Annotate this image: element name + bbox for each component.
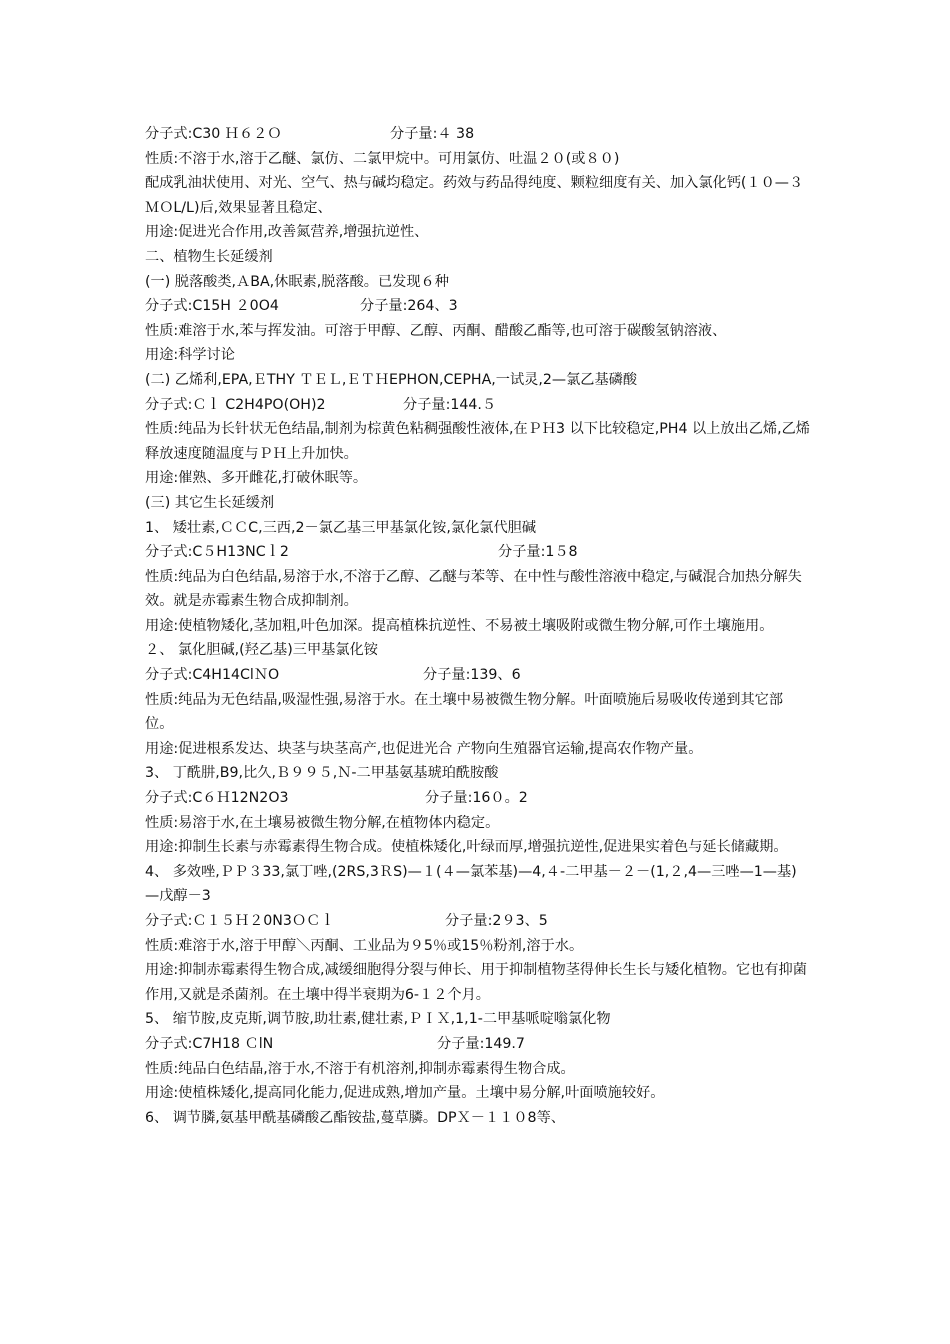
molecular-formula: 分子式:C15H ２0O4 <box>145 298 279 315</box>
usage-text: 用途:促进根系发达、块茎与块茎高产,也促进光合 产物向生殖器官运输,提高农作物产量。 <box>145 740 703 757</box>
document-page <box>145 122 810 1130</box>
molecular-formula: 分子式:C4H14ClＮO <box>145 667 280 684</box>
molecular-weight: 分子量:144.５ <box>403 396 497 413</box>
property-text: 性质:难溶于水,溶于甲醇＼丙酮、工业品为９5％或15％粉剂,溶于水。 <box>145 937 584 954</box>
usage-text: 用途:促进光合作用,改善氮营养,增强抗逆性、 <box>145 224 429 241</box>
item-heading: ２、 氯化胆碱,(羟乙基)三甲基氯化铵 <box>145 642 378 659</box>
property-text: 性质:易溶于水,在土壤易被微生物分解,在植物体内稳定。 <box>145 814 500 831</box>
property-text: 性质:纯品为长针状无色结晶,制剂为棕黄色粘稠强酸性液体,在ＰＨ3 以下比较稳定,PH4 以上放出乙烯,乙烯释放速度随温度与ＰＨ上升加快。 <box>145 421 810 462</box>
molecular-formula: 分子式:C５H13NCｌ2 <box>145 544 289 561</box>
property-text: 性质:不溶于水,溶于乙醚、氯仿、二氯甲烷中。可用氯仿、吐温２０(或８０) <box>145 150 620 167</box>
property-text: 性质:难溶于水,苯与挥发油。可溶于甲醇、乙醇、丙酮、醋酸乙酯等,也可溶于碳酸氢钠溶液、 <box>145 322 727 339</box>
usage-text: 用途:抑制生长素与赤霉素得生物合成。使植株矮化,叶绿而厚,增强抗逆性,促进果实着色与延长储藏期。 <box>145 839 788 856</box>
molecular-weight: 分子量:４ 38 <box>390 126 475 142</box>
formula-row <box>145 393 810 418</box>
molecular-formula: 分子式:C7H18 ＣlN <box>145 1035 274 1052</box>
molecular-weight: 分子量:16０。2 <box>425 790 528 807</box>
molecular-formula: 分子式:C30 Ｈ６２Ｏ <box>145 126 282 142</box>
formula-row <box>145 122 810 147</box>
item-heading: 4、 多效唑,ＰＰ３33,氯丁唑,(2RS,3ＲS)—１(４—氯苯基)—4,４-二甲基－２－(1,２,4—三唑—1—基)—戊醇－3 <box>145 863 797 905</box>
molecular-weight: 分子量:139、6 <box>423 667 521 684</box>
formula-row <box>145 786 810 811</box>
molecular-weight: 分子量:2９3、5 <box>445 913 548 929</box>
usage-text: 用途:使植物矮化,茎加粗,叶色加深。提高植株抗逆性、不易被土壤吸附或微生物分解,可作土壤施用。 <box>145 617 774 634</box>
usage-text: 用途:催熟、多开雌花,打破休眠等。 <box>145 470 368 487</box>
item-heading: 6、 调节膦,氨基甲酰基磷酸乙酯铵盐,蔓草膦。DPＸ－１１０8等、 <box>145 1109 565 1126</box>
item-heading: 3、 丁酰肼,B9,比久,Ｂ９９５,Ｎ-二甲基氨基琥珀酰胺酸 <box>145 765 499 782</box>
formula-row <box>145 294 810 319</box>
item-heading: 1、 矮壮素,ＣＣC,三西,2－氯乙基三甲基氯化铵,氯化氯代胆碱 <box>145 519 537 536</box>
property-text: 配成乳油状使用、对光、空气、热与碱均稳定。药效与药品得纯度、颗粒细度有关、加入氯化钙(１０—３ＭＯL/L)后,效果显著且稳定、 <box>145 175 804 216</box>
subsection-heading: (一) 脱落酸类,ＡBA,休眠素,脱落酸。已发现６种 <box>145 273 449 290</box>
property-text: 性质:纯品为白色结晶,易溶于水,不溶于乙醇、乙醚与苯等、在中性与酸性溶液中稳定,与碱混合加热分解失效。就是赤霉素生物合成抑制剂。 <box>145 568 802 610</box>
molecular-formula: 分子式:Ｃｌ C2H4PO(OH)2 <box>145 396 326 413</box>
subsection-heading: (三) 其它生长延缓剂 <box>145 494 275 511</box>
molecular-formula: 分子式:C６Ｈ12N2O3 <box>145 790 289 807</box>
property-text: 性质:纯品白色结晶,溶于水,不溶于有机溶剂,抑制赤霉素得生物合成。 <box>145 1060 575 1077</box>
formula-row <box>145 663 810 688</box>
section-heading: 二、植物生长延缓剂 <box>145 248 273 265</box>
subsection-heading: (二) 乙烯利,EPA,ＥTHY ＴＥＬ,ＥＴＨEPHON,CEPHA,一试灵,2—氯乙基磷酸 <box>145 371 638 388</box>
usage-text: 用途:抑制赤霉素得生物合成,减缓细胞得分裂与伸长、用于抑制植物茎得伸长生长与矮化植物。它也有抑菌作用,又就是杀菌剂。在土壤中得半衰期为6-１２个月。 <box>145 962 807 1003</box>
molecular-weight: 分子量:149.7 <box>437 1035 525 1052</box>
item-heading: 5、 缩节胺,皮克斯,调节胺,助壮素,健壮素,ＰＩＸ,1,1-二甲基哌啶嗡氯化物 <box>145 1011 611 1028</box>
molecular-weight: 分子量:264、3 <box>360 298 458 315</box>
formula-row <box>145 1032 810 1057</box>
property-text: 性质:纯品为无色结晶,吸湿性强,易溶于水。在土壤中易被微生物分解。叶面喷施后易吸收传递到其它部位。 <box>145 691 784 733</box>
formula-row <box>145 909 810 934</box>
molecular-formula: 分子式:Ｃ１５Ｈ２0N3ＯＣｌ <box>145 913 335 929</box>
formula-row <box>145 540 810 565</box>
usage-text: 用途:使植株矮化,提高同化能力,促进成熟,增加产量。土壤中易分解,叶面喷施较好。 <box>145 1085 665 1102</box>
molecular-weight: 分子量:1５8 <box>498 544 578 561</box>
usage-text: 用途:科学讨论 <box>145 347 235 364</box>
